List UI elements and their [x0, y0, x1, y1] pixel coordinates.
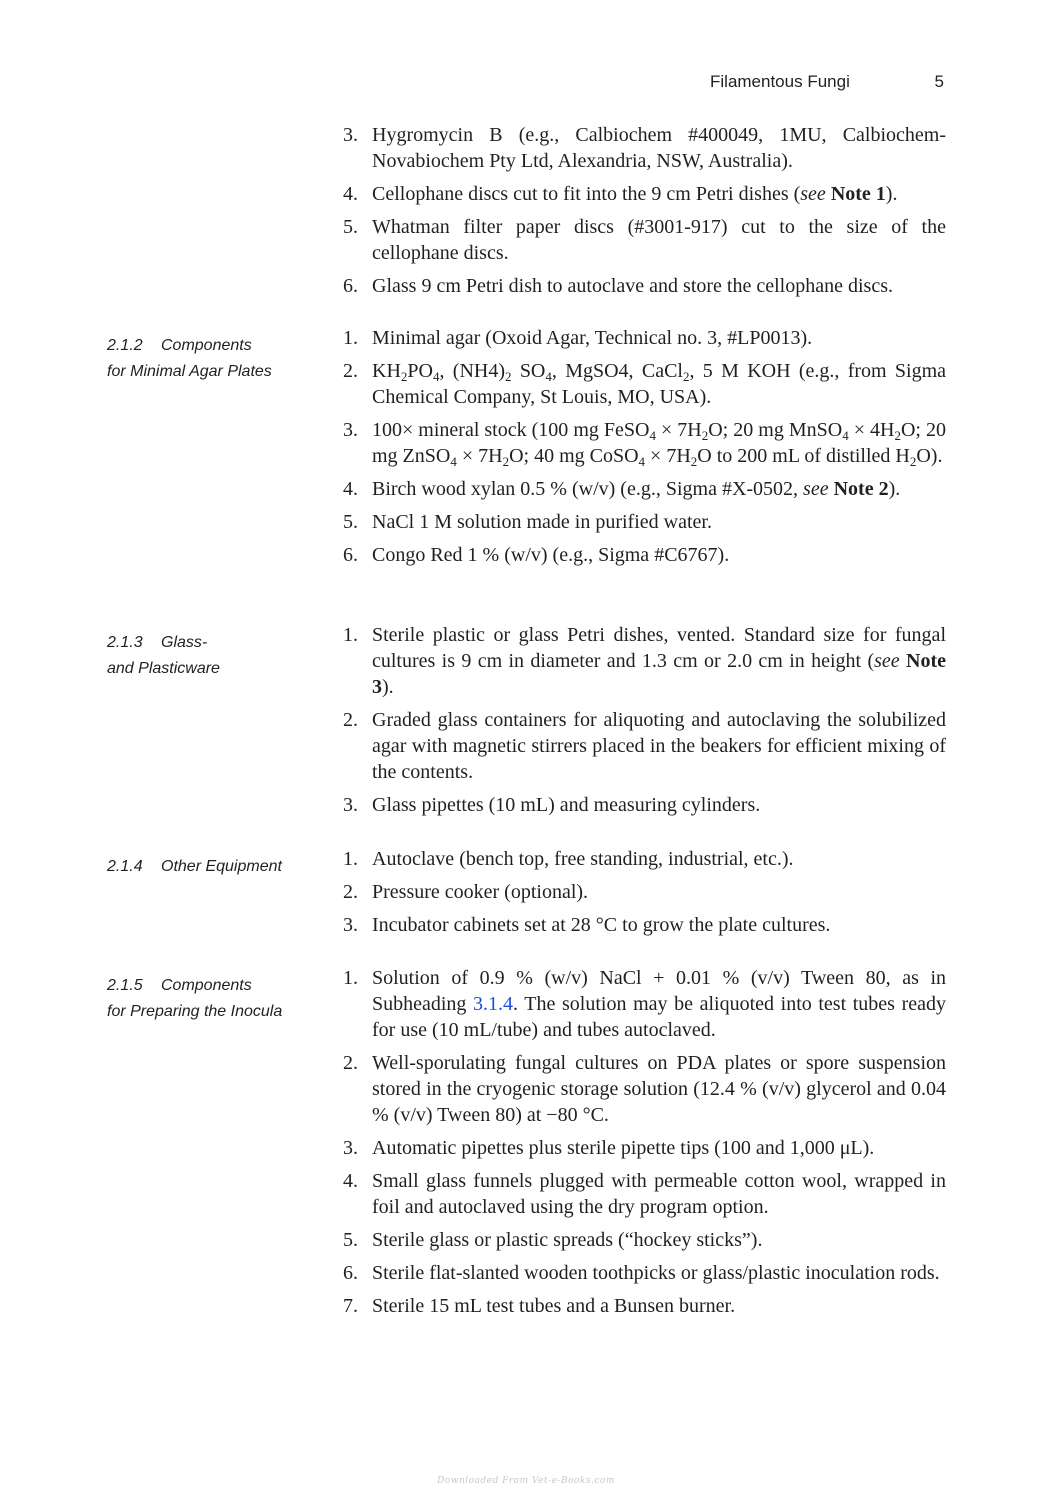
item-number: 5.	[343, 1229, 358, 1251]
item-text: Cellophane discs cut to fit into the 9 cm Petri dishes (	[372, 183, 801, 205]
section-title-text: for Preparing the Inocula	[107, 1003, 283, 1020]
section-heading-line	[107, 854, 327, 880]
item-number: 1.	[343, 848, 358, 870]
list-item	[340, 879, 946, 905]
subscript: 4	[649, 428, 656, 443]
item-text: Glass pipettes (10 mL) and measuring cylinders.	[372, 794, 761, 816]
item-number: 1.	[343, 327, 358, 349]
item-text: 100× mineral stock (100 mg FeSO	[372, 419, 650, 441]
list-item	[340, 358, 946, 410]
item-number: 6.	[343, 544, 358, 566]
item-number: 3.	[343, 419, 358, 441]
item-text: , 5 M KOH (e.g., from Sigma Chemical Company, St Louis, MO, USA).	[372, 360, 946, 408]
item-text: Well-sporulating fungal cultures on PDA plates or spore suspension stored in the cryogenic storage solution (12.4 % (v/v) glycerol and 0.04 % (v/v) Tween 80) at −80 °C.	[372, 1052, 946, 1126]
item-number: 1.	[343, 967, 358, 989]
subscript: 4	[638, 454, 646, 469]
item-text: Congo Red 1 % (w/v) (e.g., Sigma #C6767).	[372, 544, 730, 566]
list-item	[340, 122, 946, 174]
section-heading-line	[107, 333, 327, 359]
item-text: Sterile glass or plastic spreads (“hockey sticks”).	[372, 1229, 763, 1251]
subscript: 2	[505, 369, 512, 384]
item-number: 4.	[343, 183, 358, 205]
item-italic-text: see	[800, 183, 826, 205]
list-item	[340, 1050, 946, 1128]
section-title-text: Components	[161, 337, 252, 354]
note-reference: Note 2	[833, 478, 889, 500]
subscript: 2	[909, 454, 917, 469]
item-number: 2.	[343, 881, 358, 903]
subscript: 4	[842, 428, 849, 443]
item-text: Glass 9 cm Petri dish to autoclave and store the cellophane discs.	[372, 275, 893, 297]
subscript: 2	[682, 369, 690, 384]
list-item	[340, 1135, 946, 1161]
item-text: , (NH4)	[439, 360, 505, 382]
item-text: Graded glass containers for aliquoting and autoclaving the solubilized agar with magnetic stirrers placed in the beakers for efficient mixing of the contents.	[372, 709, 946, 783]
subscript: 4	[450, 454, 457, 469]
section-title-text: and Plasticware	[107, 660, 220, 677]
item-number: 3.	[343, 1137, 358, 1159]
list-item	[340, 1227, 946, 1253]
item-text: Autoclave (bench top, free standing, industrial, etc.).	[372, 848, 794, 870]
item-text: × 7H	[655, 419, 702, 441]
section-heading	[107, 630, 327, 682]
section-heading	[107, 854, 327, 880]
materials-list	[340, 846, 946, 945]
section-number: 2.1.3	[107, 634, 143, 651]
subscript: 2	[502, 454, 510, 469]
item-text: O).	[916, 445, 943, 467]
section-number: 2.1.4	[107, 858, 143, 875]
section-heading	[107, 333, 327, 385]
list-item	[340, 912, 946, 938]
list-item	[340, 542, 946, 568]
running-title: Filamentous Fungi	[710, 72, 850, 91]
section-heading-line	[107, 973, 327, 999]
materials-list	[340, 965, 946, 1326]
item-text: ).	[382, 676, 394, 698]
section-title-text: Other Equipment	[161, 858, 282, 875]
section-number: 2.1.2	[107, 337, 143, 354]
note-reference: Note 3	[372, 650, 947, 698]
list-item	[340, 1260, 946, 1286]
item-text: × 4H	[848, 419, 895, 441]
item-text: Hygromycin B (e.g., Calbiochem #400049, 1MU, Calbiochem-Novabiochem Pty Ltd, Alexandria, NSW, Australia).	[372, 124, 946, 172]
item-text: Solution of 0.9 % (w/v) NaCl + 0.01 % (v/v) Tween 80, as in Subheading	[372, 967, 946, 1015]
list-item	[340, 1168, 946, 1220]
materials-list	[340, 325, 946, 575]
item-text: Pressure cooker (optional).	[372, 881, 589, 903]
item-text: O to 200 mL of distilled H	[697, 445, 910, 467]
section-number: 2.1.5	[107, 977, 143, 994]
item-number: 5.	[343, 511, 358, 533]
item-text: SO	[511, 360, 546, 382]
subscript: 2	[701, 428, 709, 443]
section-heading-line	[107, 359, 327, 385]
item-text: O; 20 mg ZnSO	[372, 419, 946, 467]
item-text: × 7H	[456, 445, 503, 467]
list-item	[340, 707, 946, 785]
item-text: , MgSO4, CaCl	[551, 360, 683, 382]
item-text: KH	[372, 360, 401, 382]
section-heading	[107, 973, 327, 1025]
item-text: Sterile flat-slanted wooden toothpicks or glass/plastic inoculation rods.	[372, 1262, 940, 1284]
item-text: Small glass funnels plugged with permeable cotton wool, wrapped in foil and autoclaved using the dry program option.	[372, 1170, 946, 1218]
running-head	[700, 72, 948, 94]
list-item	[340, 417, 946, 469]
subheading-link[interactable]: 3.1.4	[473, 993, 514, 1015]
item-text: ).	[885, 183, 898, 205]
item-number: 4.	[343, 1170, 358, 1192]
note-reference: Note 1	[830, 183, 886, 205]
item-number: 3.	[343, 914, 358, 936]
item-text: Incubator cabinets set at 28 °C to grow the plate cultures.	[372, 914, 831, 936]
section-heading-line	[107, 999, 327, 1025]
item-number: 2.	[343, 360, 358, 382]
item-number: 2.	[343, 709, 358, 731]
subscript: 2	[690, 454, 698, 469]
item-text: NaCl 1 M solution made in purified water.	[372, 511, 712, 533]
list-item	[340, 792, 946, 818]
item-number: 1.	[343, 624, 358, 646]
item-text: Minimal agar (Oxoid Agar, Technical no. 3, #LP0013).	[372, 327, 813, 349]
item-number: 5.	[343, 216, 358, 238]
list-item	[340, 1293, 946, 1319]
subscript: 2	[894, 428, 901, 443]
item-number: 3.	[343, 794, 358, 816]
footer-watermark: Downloaded From Vet-e-Books.com	[437, 1476, 615, 1486]
item-number: 2.	[343, 1052, 358, 1074]
section-title-text: Glass-	[161, 634, 208, 651]
item-number: 6.	[343, 1262, 358, 1284]
item-number: 4.	[343, 478, 358, 500]
section-heading-line	[107, 656, 327, 682]
item-text: × 7H	[645, 445, 691, 467]
item-text: ).	[888, 478, 901, 500]
page-number: 5	[934, 72, 944, 91]
materials-list	[340, 622, 946, 825]
list-item	[340, 622, 946, 700]
list-item	[340, 846, 946, 872]
item-italic-text: see	[874, 650, 900, 672]
item-number: 3.	[343, 124, 358, 146]
list-item	[340, 325, 946, 351]
item-text: Sterile plastic or glass Petri dishes, vented. Standard size for fungal cultures is 9 cm in diameter and 1.3 cm or 2.0 cm in height (	[372, 624, 946, 672]
list-item	[340, 181, 946, 207]
item-text: Whatman filter paper discs (#3001-917) cut to the size of the cellophane discs.	[372, 216, 946, 264]
item-text: Automatic pipettes plus sterile pipette tips (100 and 1,000 μL).	[372, 1137, 875, 1159]
item-text: O; 20 mg MnSO	[708, 419, 843, 441]
list-item	[340, 509, 946, 535]
item-number: 6.	[343, 275, 358, 297]
list-item	[340, 476, 946, 502]
item-text: PO	[407, 360, 433, 382]
list-item	[340, 273, 946, 299]
list-item	[340, 214, 946, 266]
materials-list	[340, 122, 946, 306]
item-text: . The solution may be aliquoted into test tubes ready for use (10 mL/tube) and tubes autoclaved.	[372, 993, 946, 1041]
section-title-text: Components	[161, 977, 252, 994]
list-item	[340, 965, 946, 1043]
section-title-text: for Minimal Agar Plates	[107, 363, 272, 380]
item-italic-text: see	[803, 478, 829, 500]
subscript: 4	[432, 369, 440, 384]
subscript: 4	[545, 369, 552, 384]
item-number: 7.	[343, 1295, 358, 1317]
subscript: 2	[400, 369, 408, 384]
section-heading-line	[107, 630, 327, 656]
item-text: Birch wood xylan 0.5 % (w/v) (e.g., Sigma #X-0502,	[372, 478, 804, 500]
item-text: O; 40 mg CoSO	[509, 445, 639, 467]
item-text: Sterile 15 mL test tubes and a Bunsen burner.	[372, 1295, 736, 1317]
